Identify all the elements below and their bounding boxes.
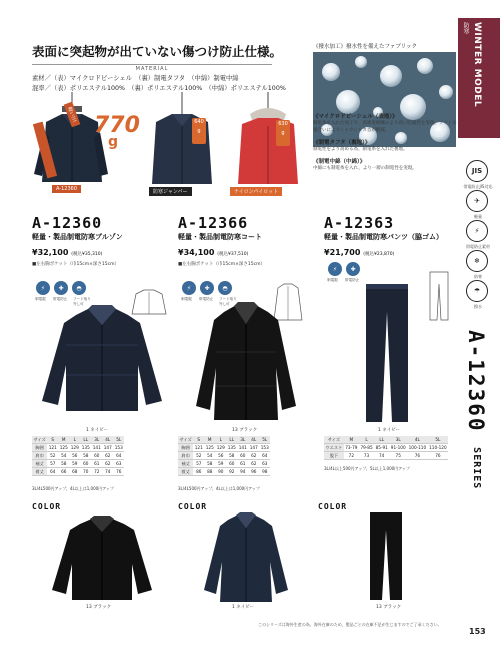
size-cell: 76 — [113, 468, 124, 476]
pants-black-image — [368, 510, 404, 602]
size-row — [324, 452, 448, 460]
size-cell: M — [58, 436, 69, 444]
color-heading-1: COLOR — [32, 502, 62, 511]
jis-icon: JIS — [466, 160, 488, 182]
size-cell: M — [344, 436, 359, 444]
size-cell: 59 — [215, 460, 226, 468]
warm-icon: ❄ — [466, 250, 488, 272]
size-cell: 60 — [80, 460, 91, 468]
page-number: 153 — [469, 627, 486, 636]
size-row — [178, 452, 270, 460]
size-note-a12363: 3L/4L以上500円アップ、5L以上1,000円アップ — [324, 466, 410, 471]
size-cell: 3L — [237, 436, 248, 444]
size-cell: 66 — [58, 468, 69, 476]
size-cell: 着丈 — [32, 468, 47, 476]
product-name-a12360: 軽量・製品制電防寒ブルゾン — [32, 233, 123, 241]
size-cell: 56 — [69, 452, 80, 460]
size-cell: 79-85 — [360, 445, 373, 450]
size-cell: サイズ — [324, 436, 344, 444]
size-cell: 141 — [238, 445, 247, 450]
size-cell: 3L — [91, 436, 102, 444]
price-a12360: ¥32,100 — [32, 248, 69, 257]
color-label-a12363: 1 ネイビー — [378, 428, 401, 433]
static-prevent-icon: ✚ — [200, 281, 214, 295]
size-cell: 52 — [193, 452, 204, 460]
icon-label-1: 制電服 — [35, 297, 46, 301]
static-icon: ⚡ — [466, 220, 488, 242]
size-row — [32, 468, 124, 476]
size-row — [32, 452, 124, 460]
tab-subtitle: 防寒 — [462, 22, 469, 34]
color-label-a12366: 13 ブラック — [232, 428, 258, 433]
blouson-black-image — [48, 516, 156, 602]
pocket-a12366: ■左右胸ポケット（巾15cm×深さ15cm） — [178, 262, 265, 267]
weight-640-badge — [192, 118, 206, 144]
size-table-a12360 — [32, 436, 124, 476]
size-cell: 91-100 — [390, 445, 406, 450]
series-code-text: A-12360 — [464, 330, 488, 433]
antistatic-icon: ⚡ — [182, 281, 196, 295]
navy-jumper-image — [142, 92, 222, 200]
size-cell: 袖丈 — [178, 460, 193, 468]
hood-icon: ◓ — [218, 281, 232, 295]
icon-label-3: フード取り外し可 — [219, 297, 237, 306]
size-cell: 141 — [92, 445, 101, 450]
pocket-a12360: ■左右胸ポケット（巾15cm×深さ15cm） — [32, 262, 119, 267]
feature-icons-a12363 — [328, 262, 360, 276]
size-note-a12360: 3L/4L500円アップ、4L以上は1,000円アップ — [32, 486, 114, 491]
antistatic-icon: ⚡ — [328, 262, 342, 276]
size-cell: 着丈 — [178, 468, 193, 476]
water-icon-label: 撥水 — [474, 304, 482, 309]
size-cell: 4L — [248, 436, 259, 444]
size-cell: 88 — [204, 468, 215, 476]
feature-title-1: 《マイクロドビーシェル（表地）》 — [313, 114, 398, 120]
feature-icons-a12360 — [36, 281, 86, 295]
size-cell: 76 — [407, 452, 428, 460]
weight-640: 640 — [194, 119, 204, 125]
size-header-row — [32, 436, 124, 444]
lightweight-icon-label: 軽量 — [474, 214, 482, 219]
size-cell: 54 — [204, 452, 215, 460]
weight-640-unit: g — [197, 128, 201, 134]
color-variant-3: 13 ブラック — [376, 605, 402, 610]
size-cell: 4L — [102, 436, 113, 444]
headline: 表面に突起物が出ていない傷つけ防止仕様。 — [32, 44, 283, 59]
size-cell: 135 — [227, 445, 236, 450]
blouson-navy-image — [36, 305, 168, 417]
series-word: SERIES — [471, 447, 482, 490]
size-cell: 125 — [59, 445, 68, 450]
size-header-row — [178, 436, 270, 444]
product-price-a12363 — [324, 248, 394, 257]
price-a12366: ¥34,100 — [178, 248, 215, 257]
size-cell: 73-79 — [345, 445, 358, 450]
antistatic-icon: ⚡ — [36, 281, 50, 295]
size-cell: 125 — [205, 445, 214, 450]
feature-text-3: 中綿にも制電糸を入れ、より一層の制電性を実現。 — [313, 166, 417, 171]
warm-icon-label: 防寒 — [474, 274, 482, 279]
size-cell: S — [47, 436, 58, 444]
price-a12363: ¥21,700 — [324, 248, 361, 257]
feature-title-3: 《制電中綿（中綿）》 — [313, 159, 366, 165]
weight-630-unit: g — [281, 130, 285, 136]
size-row — [178, 444, 270, 452]
size-cell: 62 — [102, 460, 113, 468]
size-cell: 76 — [428, 452, 449, 460]
size-cell: 58 — [226, 452, 237, 460]
size-cell: L — [69, 436, 80, 444]
size-header-row — [324, 436, 448, 444]
size-cell: 110-120 — [429, 445, 447, 450]
static-icon-label: 帯電防止素材 — [466, 244, 490, 249]
size-cell: 胸囲 — [178, 444, 193, 452]
color-heading-3: COLOR — [318, 502, 348, 511]
color-variant-1: 13 ブラック — [86, 605, 112, 610]
size-cell: 72 — [91, 468, 102, 476]
material-line-2: 混率／（表）ポリエステル100% （裏）ポリエステル100% （中綿）ポリエステル100% — [32, 85, 286, 92]
size-cell: 52 — [47, 452, 58, 460]
size-cell: 94 — [237, 468, 248, 476]
size-cell: 92 — [226, 468, 237, 476]
size-cell: 72 — [344, 452, 359, 460]
size-cell: 4L — [407, 436, 428, 444]
size-cell: 胸囲 — [32, 444, 47, 452]
size-cell: 100-110 — [408, 445, 427, 450]
material-line-1: 素材／（表）マイクロドビーシェル （裏）制電タフタ （中綿）制電中綿 — [32, 75, 239, 82]
callout-light: 軽い!!! — [64, 102, 81, 128]
static-prevent-icon: ✚ — [346, 262, 360, 276]
weight-630-badge — [276, 120, 290, 146]
size-cell: 64 — [47, 468, 58, 476]
product-name-a12366: 軽量・製品制電防寒コート — [178, 233, 262, 241]
price-note-a12360: (税込¥35,310) — [71, 252, 103, 257]
size-table-a12366 — [178, 436, 270, 476]
size-cell: 85-91 — [375, 445, 388, 450]
series-code — [464, 330, 488, 489]
size-cell: 75 — [389, 452, 407, 460]
size-cell: 57 — [47, 460, 58, 468]
size-cell: 56 — [215, 452, 226, 460]
pants-navy-image — [362, 282, 412, 424]
size-cell: 70 — [80, 468, 91, 476]
lightweight-icon: ✈ — [466, 190, 488, 212]
jis-icon-label: 帯電防止JIS対応 — [463, 184, 493, 189]
size-cell: LL — [374, 436, 389, 444]
tag-a12360: A-12360 — [52, 185, 81, 193]
size-cell: 153 — [114, 445, 123, 450]
weight-770: 770 — [94, 113, 140, 138]
size-row — [32, 460, 124, 468]
size-cell: 74 — [102, 468, 113, 476]
size-cell: 64 — [259, 452, 270, 460]
size-cell: ウエスト — [325, 444, 343, 450]
hood-icon: ◓ — [72, 281, 86, 295]
size-row — [32, 444, 124, 452]
swatch-caption: 《撥水加工》撥水性を備えたファブリック — [313, 44, 417, 50]
size-cell: 90 — [215, 468, 226, 476]
color-label-a12360: 1 ネイビー — [86, 428, 109, 433]
size-cell: 61 — [91, 460, 102, 468]
feature-title-2: 《制電タフタ（裏地）》 — [313, 140, 371, 146]
size-cell: 袖丈 — [32, 460, 47, 468]
tag-nylon-pilot: ナイロンパイロット — [230, 187, 282, 196]
size-cell: 5L — [113, 436, 124, 444]
feature-text-1: 制電糸を入れた加工で、高密度組織のより高い防風性を実現。ソフトな風合いによりシャカシャカ音が軽減。 — [313, 121, 457, 133]
tab-title: WINTER MODEL — [472, 22, 482, 108]
static-prevent-icon: ✚ — [54, 281, 68, 295]
size-cell: 61 — [237, 460, 248, 468]
size-cell: 68 — [69, 468, 80, 476]
size-cell: 153 — [260, 445, 269, 450]
size-cell: 57 — [193, 460, 204, 468]
size-cell: 股下 — [324, 452, 344, 460]
size-row — [178, 460, 270, 468]
flat-sketch-pants — [428, 270, 450, 322]
size-cell: サイズ — [33, 436, 46, 442]
size-cell: S — [193, 436, 204, 444]
coat-black-image — [190, 302, 302, 424]
size-cell: 96 — [248, 468, 259, 476]
footer-note: このシリーズは海外生産の為、海外在庫のため、製品ごとの在庫不足が生じますのでご了承ください。 — [258, 622, 442, 627]
feature-icons-a12366 — [182, 281, 232, 295]
size-cell: L — [359, 436, 374, 444]
size-cell: 86 — [193, 468, 204, 476]
material-label: MATERIAL — [32, 64, 272, 72]
size-cell: 64 — [113, 452, 124, 460]
price-note-a12363: (税込¥23,870) — [363, 252, 395, 257]
size-cell: 58 — [80, 452, 91, 460]
icon-label-1: 制電服 — [181, 297, 192, 301]
product-code-a12366: A-12366 — [178, 214, 249, 232]
icon-label-3: フード取り外し可 — [73, 297, 91, 306]
weight-630: 630 — [278, 121, 288, 127]
product-price-a12366 — [178, 248, 248, 257]
size-cell: 73 — [359, 452, 374, 460]
size-cell: 62 — [102, 452, 113, 460]
size-cell: LL — [80, 436, 91, 444]
feature-text-2: 制電性をより高める為、制電糸を入れた裏地。 — [313, 147, 408, 152]
photo-navy-jumper — [142, 92, 222, 200]
size-cell: 63 — [259, 460, 270, 468]
red-jacket-image — [228, 92, 308, 200]
winter-model-tab — [458, 18, 500, 138]
size-cell: 58 — [204, 460, 215, 468]
photo-red-jacket — [228, 92, 308, 200]
size-cell: 5L — [259, 436, 270, 444]
icon-label-2: 帯電防止 — [345, 278, 360, 282]
size-cell: 121 — [194, 445, 203, 450]
product-name-a12363: 軽量・製品制電防寒パンツ（脇ゴム） — [324, 233, 443, 241]
product-code-a12360: A-12360 — [32, 214, 103, 232]
size-cell: 63 — [113, 460, 124, 468]
color-variant-2: 1 ネイビー — [232, 605, 255, 610]
water-icon: ☂ — [466, 280, 488, 302]
icon-label-2: 帯電防止 — [53, 297, 68, 301]
size-cell: 5L — [428, 436, 449, 444]
tag-navy-jumper: 防寒ジャンパー — [149, 187, 192, 196]
product-code-a12363: A-12363 — [324, 214, 395, 232]
size-cell: LL — [226, 436, 237, 444]
size-cell: 62 — [248, 460, 259, 468]
size-note-a12366: 3L/4L500円アップ、4L以上は1,000円アップ — [178, 486, 260, 491]
size-row — [178, 468, 270, 476]
size-row — [324, 444, 448, 452]
price-note-a12366: (税込¥37,510) — [217, 252, 249, 257]
size-cell: 60 — [91, 452, 102, 460]
size-cell: 147 — [103, 445, 112, 450]
icon-label-1: 制電服 — [327, 278, 338, 282]
size-cell: 129 — [216, 445, 225, 450]
size-cell: M — [204, 436, 215, 444]
product-price-a12360 — [32, 248, 102, 257]
size-cell: 62 — [248, 452, 259, 460]
size-cell: 147 — [249, 445, 258, 450]
size-cell: 58 — [58, 460, 69, 468]
size-cell: 3L — [389, 436, 407, 444]
size-cell: 60 — [226, 460, 237, 468]
size-table-a12363 — [324, 436, 448, 460]
size-cell: 121 — [48, 445, 57, 450]
size-cell: 肩巾 — [32, 452, 47, 460]
size-cell: 129 — [70, 445, 79, 450]
size-cell: サイズ — [179, 436, 192, 442]
size-cell: 60 — [237, 452, 248, 460]
size-cell: 59 — [69, 460, 80, 468]
coat-navy-image — [198, 512, 294, 604]
size-cell: 135 — [81, 445, 90, 450]
size-cell: 54 — [58, 452, 69, 460]
size-cell: 98 — [259, 468, 270, 476]
weight-770-unit: g — [108, 134, 119, 150]
icon-label-2: 帯電防止 — [199, 297, 214, 301]
size-cell: 74 — [374, 452, 389, 460]
color-heading-2: COLOR — [178, 502, 208, 511]
size-cell: L — [215, 436, 226, 444]
size-cell: 肩巾 — [178, 452, 193, 460]
